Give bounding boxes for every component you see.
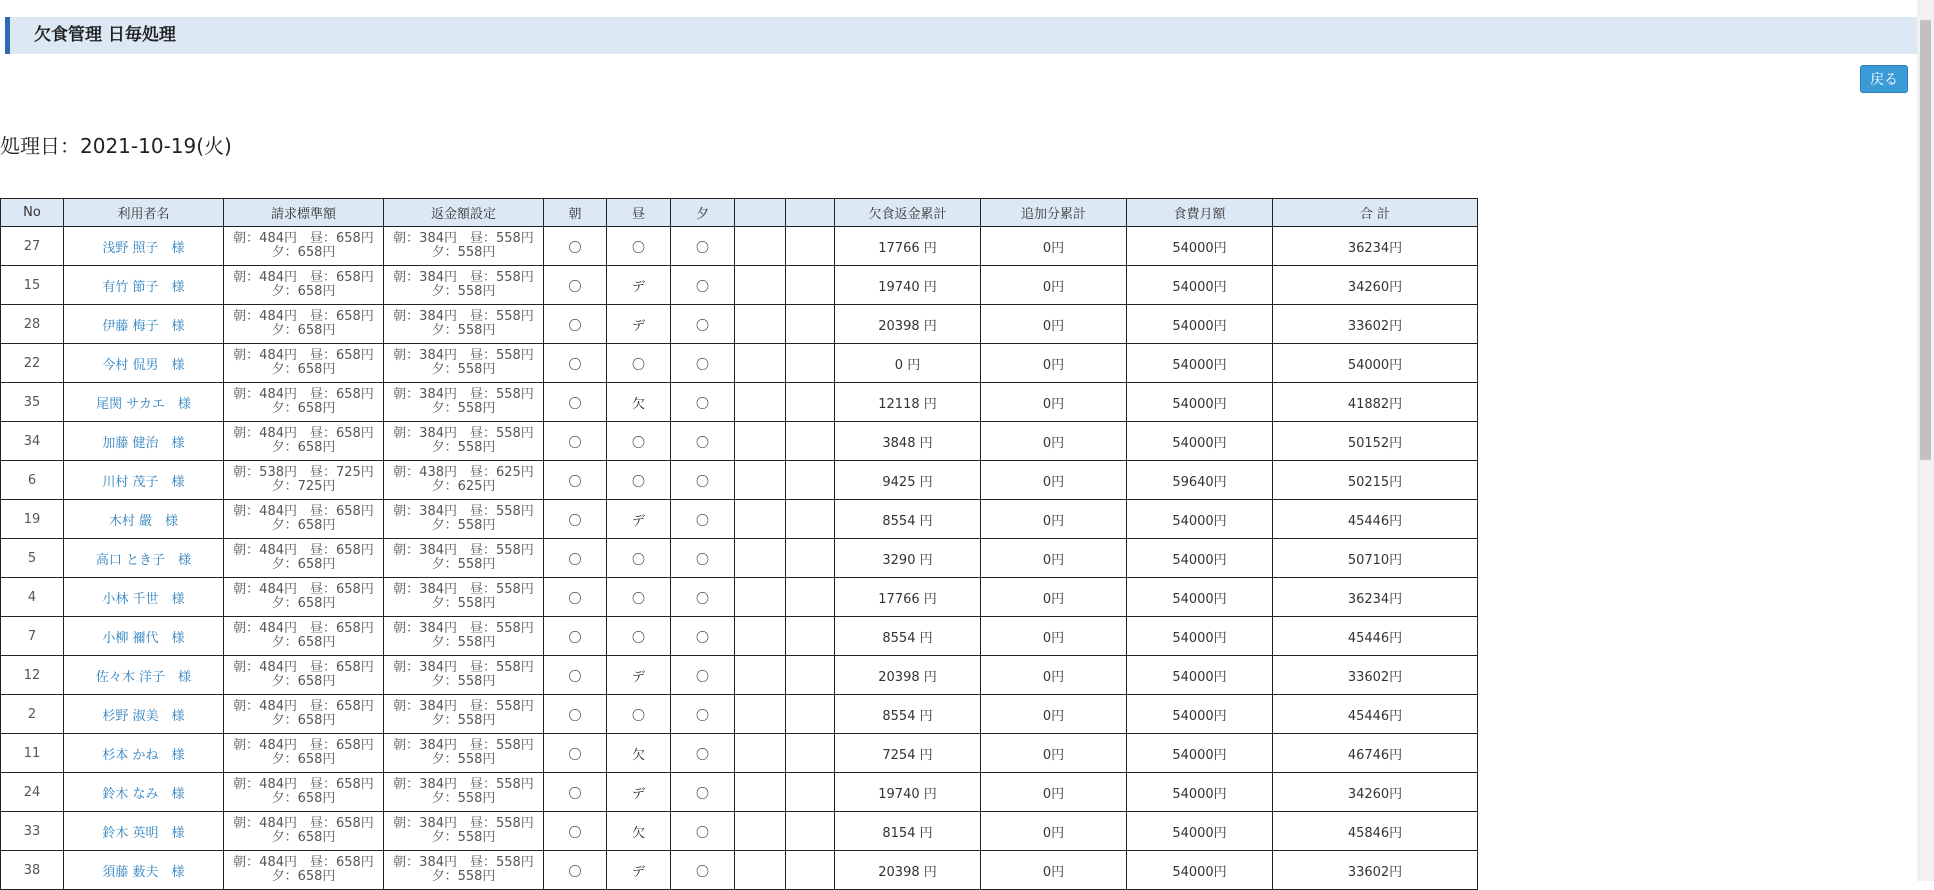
refund-setting: 朝：384円 昼：558円 夕：558円 <box>384 734 544 773</box>
monthly-food: 54000円 <box>1127 578 1273 617</box>
breakfast-status[interactable]: 〇 <box>544 695 607 734</box>
monthly-food: 59640円 <box>1127 461 1273 500</box>
blank-cell <box>735 305 786 344</box>
blank-cell <box>786 578 835 617</box>
grand-total: 45446円 <box>1273 617 1478 656</box>
blank-cell <box>786 539 835 578</box>
breakfast-status[interactable]: 〇 <box>544 539 607 578</box>
lunch-status[interactable]: 〇 <box>607 578 671 617</box>
lunch-status[interactable]: 〇 <box>607 461 671 500</box>
blank-cell <box>735 227 786 266</box>
blank-cell <box>786 305 835 344</box>
dinner-status[interactable]: 〇 <box>671 773 735 812</box>
user-name-link-text[interactable]: 木村 嚴 様 <box>108 513 179 529</box>
refund-setting: 朝：384円 昼：558円 夕：558円 <box>384 656 544 695</box>
page-title: 欠食管理 日毎処理 <box>34 25 176 45</box>
breakfast-status[interactable]: 〇 <box>544 305 607 344</box>
user-name-link-text[interactable]: 川村 茂子 様 <box>102 474 185 490</box>
monthly-food: 54000円 <box>1127 656 1273 695</box>
lunch-status[interactable]: デ <box>607 500 671 539</box>
user-name-link-text[interactable]: 小柳 禰代 様 <box>102 630 185 646</box>
table-row <box>1 383 1478 422</box>
meal-table <box>0 198 1478 890</box>
table-row <box>1 695 1478 734</box>
refund-total: 17766 円 <box>835 227 981 266</box>
user-name-link-text[interactable]: 有竹 節子 様 <box>102 279 185 295</box>
blank-cell <box>735 461 786 500</box>
blank-cell <box>786 500 835 539</box>
refund-total: 20398 円 <box>835 656 981 695</box>
row-no: 22 <box>1 344 64 383</box>
extra-total: 0円 <box>981 383 1127 422</box>
row-no: 7 <box>1 617 64 656</box>
grand-total: 45846円 <box>1273 812 1478 851</box>
grand-total: 50215円 <box>1273 461 1478 500</box>
blank-cell <box>786 851 835 890</box>
col-header-refund: 返金額設定 <box>384 199 544 227</box>
refund-setting: 朝：384円 昼：558円 夕：558円 <box>384 227 544 266</box>
blank-cell <box>786 773 835 812</box>
billing-standard: 朝：538円 昼：725円 夕：725円 <box>224 461 384 500</box>
refund-total: 20398 円 <box>835 305 981 344</box>
grand-total: 34260円 <box>1273 773 1478 812</box>
refund-total: 3848 円 <box>835 422 981 461</box>
refund-setting: 朝：384円 昼：558円 夕：558円 <box>384 500 544 539</box>
col-header-monthly-food: 食費月額 <box>1127 199 1273 227</box>
extra-total: 0円 <box>981 851 1127 890</box>
lunch-status[interactable]: デ <box>607 305 671 344</box>
user-name-link-text[interactable]: 杉野 淑美 様 <box>102 708 185 724</box>
breakfast-status[interactable]: 〇 <box>544 227 607 266</box>
billing-standard: 朝：484円 昼：658円 夕：658円 <box>224 266 384 305</box>
user-name-link[interactable] <box>64 734 224 773</box>
grand-total: 36234円 <box>1273 227 1478 266</box>
extra-total: 0円 <box>981 773 1127 812</box>
blank-cell <box>735 383 786 422</box>
billing-standard: 朝：484円 昼：658円 夕：658円 <box>224 773 384 812</box>
monthly-food: 54000円 <box>1127 383 1273 422</box>
lunch-status[interactable]: 欠 <box>607 734 671 773</box>
blank-cell <box>735 734 786 773</box>
row-no: 27 <box>1 227 64 266</box>
refund-setting: 朝：384円 昼：558円 夕：558円 <box>384 773 544 812</box>
refund-setting: 朝：384円 昼：558円 夕：558円 <box>384 695 544 734</box>
lunch-status[interactable]: 欠 <box>607 812 671 851</box>
monthly-food: 54000円 <box>1127 851 1273 890</box>
row-no: 4 <box>1 578 64 617</box>
blank-cell <box>786 383 835 422</box>
refund-setting: 朝：384円 昼：558円 夕：558円 <box>384 812 544 851</box>
billing-standard: 朝：484円 昼：658円 夕：658円 <box>224 383 384 422</box>
extra-total: 0円 <box>981 422 1127 461</box>
user-name-link[interactable] <box>64 266 224 305</box>
table-row <box>1 227 1478 266</box>
user-name-link-text[interactable]: 加藤 健治 様 <box>102 435 185 451</box>
table-row <box>1 734 1478 773</box>
row-no: 24 <box>1 773 64 812</box>
col-header-breakfast: 朝 <box>544 199 607 227</box>
monthly-food: 54000円 <box>1127 617 1273 656</box>
refund-total: 7254 円 <box>835 734 981 773</box>
extra-total: 0円 <box>981 500 1127 539</box>
col-header-no: No <box>1 199 64 227</box>
monthly-food: 54000円 <box>1127 422 1273 461</box>
col-header-refund-total: 欠食返金累計 <box>835 199 981 227</box>
processing-date: 処理日：2021-10-19(火) <box>0 134 232 158</box>
refund-setting: 朝：384円 昼：558円 夕：558円 <box>384 305 544 344</box>
table-row <box>1 461 1478 500</box>
extra-total: 0円 <box>981 461 1127 500</box>
monthly-food: 54000円 <box>1127 734 1273 773</box>
user-name-link-text[interactable]: 鈴木 なみ 様 <box>102 786 185 802</box>
refund-setting: 朝：384円 昼：558円 夕：558円 <box>384 344 544 383</box>
refund-total: 3290 円 <box>835 539 981 578</box>
billing-standard: 朝：484円 昼：658円 夕：658円 <box>224 539 384 578</box>
grand-total: 33602円 <box>1273 656 1478 695</box>
monthly-food: 54000円 <box>1127 227 1273 266</box>
col-header-total: 合 計 <box>1273 199 1478 227</box>
billing-standard: 朝：484円 昼：658円 夕：658円 <box>224 695 384 734</box>
extra-total: 0円 <box>981 656 1127 695</box>
blank-cell <box>786 227 835 266</box>
breakfast-status[interactable]: 〇 <box>544 422 607 461</box>
grand-total: 50710円 <box>1273 539 1478 578</box>
grand-total: 41882円 <box>1273 383 1478 422</box>
dinner-status[interactable]: 〇 <box>671 578 735 617</box>
row-no: 33 <box>1 812 64 851</box>
grand-total: 46746円 <box>1273 734 1478 773</box>
billing-standard: 朝：484円 昼：658円 夕：658円 <box>224 578 384 617</box>
user-name-link[interactable] <box>64 539 224 578</box>
row-no: 12 <box>1 656 64 695</box>
blank-cell <box>735 500 786 539</box>
extra-total: 0円 <box>981 734 1127 773</box>
col-header-blank-1 <box>735 199 786 227</box>
blank-cell <box>786 617 835 656</box>
row-no: 2 <box>1 695 64 734</box>
refund-setting: 朝：384円 昼：558円 夕：558円 <box>384 539 544 578</box>
extra-total: 0円 <box>981 227 1127 266</box>
refund-total: 8154 円 <box>835 812 981 851</box>
user-name-link-text[interactable]: 鈴木 英明 様 <box>102 825 185 841</box>
table-row <box>1 500 1478 539</box>
dinner-status[interactable]: 〇 <box>671 539 735 578</box>
blank-cell <box>786 812 835 851</box>
billing-standard: 朝：484円 昼：658円 夕：658円 <box>224 344 384 383</box>
table-row <box>1 617 1478 656</box>
col-header-name: 利用者名 <box>64 199 224 227</box>
breakfast-status[interactable]: 〇 <box>544 266 607 305</box>
lunch-status[interactable]: 〇 <box>607 695 671 734</box>
grand-total: 50152円 <box>1273 422 1478 461</box>
user-name-link[interactable] <box>64 656 224 695</box>
col-header-dinner: 夕 <box>671 199 735 227</box>
col-header-lunch: 昼 <box>607 199 671 227</box>
blank-cell <box>786 422 835 461</box>
extra-total: 0円 <box>981 695 1127 734</box>
monthly-food: 54000円 <box>1127 344 1273 383</box>
monthly-food: 54000円 <box>1127 500 1273 539</box>
breakfast-status[interactable]: 〇 <box>544 734 607 773</box>
blank-cell <box>786 266 835 305</box>
user-name-link[interactable] <box>64 578 224 617</box>
dinner-status[interactable]: 〇 <box>671 617 735 656</box>
refund-setting: 朝：384円 昼：558円 夕：558円 <box>384 851 544 890</box>
col-header-billing: 請求標準額 <box>224 199 384 227</box>
blank-cell <box>786 656 835 695</box>
user-name-link[interactable] <box>64 383 224 422</box>
refund-setting: 朝：384円 昼：558円 夕：558円 <box>384 617 544 656</box>
user-name-link-text[interactable]: 伊藤 梅子 様 <box>102 318 185 334</box>
table-row <box>1 344 1478 383</box>
table-row <box>1 539 1478 578</box>
refund-setting: 朝：384円 昼：558円 夕：558円 <box>384 578 544 617</box>
user-name-link[interactable] <box>64 500 224 539</box>
blank-cell <box>786 695 835 734</box>
blank-cell <box>735 851 786 890</box>
dinner-status[interactable]: 〇 <box>671 461 735 500</box>
refund-total: 17766 円 <box>835 578 981 617</box>
monthly-food: 54000円 <box>1127 773 1273 812</box>
breakfast-status[interactable]: 〇 <box>544 461 607 500</box>
breakfast-status[interactable]: 〇 <box>544 500 607 539</box>
user-name-link[interactable] <box>64 422 224 461</box>
extra-total: 0円 <box>981 812 1127 851</box>
table-row <box>1 578 1478 617</box>
user-name-link[interactable] <box>64 812 224 851</box>
dinner-status[interactable]: 〇 <box>671 383 735 422</box>
breakfast-status[interactable]: 〇 <box>544 578 607 617</box>
user-name-link-text[interactable]: 浅野 照子 様 <box>102 240 185 256</box>
blank-cell <box>786 344 835 383</box>
billing-standard: 朝：484円 昼：658円 夕：658円 <box>224 305 384 344</box>
extra-total: 0円 <box>981 617 1127 656</box>
refund-setting: 朝：384円 昼：558円 夕：558円 <box>384 422 544 461</box>
row-no: 15 <box>1 266 64 305</box>
dinner-status[interactable]: 〇 <box>671 344 735 383</box>
table-row <box>1 773 1478 812</box>
breakfast-status[interactable]: 〇 <box>544 383 607 422</box>
user-name-link-text[interactable]: 小林 千世 様 <box>102 591 185 607</box>
user-name-link[interactable] <box>64 617 224 656</box>
grand-total: 36234円 <box>1273 578 1478 617</box>
refund-total: 8554 円 <box>835 500 981 539</box>
dinner-status[interactable]: 〇 <box>671 851 735 890</box>
grand-total: 34260円 <box>1273 266 1478 305</box>
blank-cell <box>786 734 835 773</box>
breakfast-status[interactable]: 〇 <box>544 656 607 695</box>
monthly-food: 54000円 <box>1127 812 1273 851</box>
row-no: 28 <box>1 305 64 344</box>
refund-total: 9425 円 <box>835 461 981 500</box>
billing-standard: 朝：484円 昼：658円 夕：658円 <box>224 617 384 656</box>
refund-total: 20398 円 <box>835 851 981 890</box>
blank-cell <box>735 695 786 734</box>
billing-standard: 朝：484円 昼：658円 夕：658円 <box>224 812 384 851</box>
refund-setting: 朝：384円 昼：558円 夕：558円 <box>384 383 544 422</box>
blank-cell <box>735 344 786 383</box>
user-name-link[interactable] <box>64 461 224 500</box>
user-name-link[interactable] <box>64 305 224 344</box>
breakfast-status[interactable]: 〇 <box>544 344 607 383</box>
monthly-food: 54000円 <box>1127 539 1273 578</box>
refund-setting: 朝：384円 昼：558円 夕：558円 <box>384 266 544 305</box>
scrollbar-thumb[interactable] <box>1920 20 1931 460</box>
back-button[interactable]: 戻る <box>1860 65 1908 93</box>
table-row <box>1 851 1478 890</box>
extra-total: 0円 <box>981 539 1127 578</box>
user-name-link-text[interactable]: 今村 侃男 様 <box>102 357 185 373</box>
dinner-status[interactable]: 〇 <box>671 695 735 734</box>
user-name-link-text[interactable]: 須藤 薮夫 様 <box>102 864 185 880</box>
billing-standard: 朝：484円 昼：658円 夕：658円 <box>224 227 384 266</box>
blank-cell <box>735 539 786 578</box>
blank-cell <box>735 773 786 812</box>
billing-standard: 朝：484円 昼：658円 夕：658円 <box>224 656 384 695</box>
table-row <box>1 305 1478 344</box>
table-row <box>1 266 1478 305</box>
refund-total: 19740 円 <box>835 266 981 305</box>
grand-total: 33602円 <box>1273 851 1478 890</box>
user-name-link[interactable] <box>64 344 224 383</box>
dinner-status[interactable]: 〇 <box>671 227 735 266</box>
blank-cell <box>786 461 835 500</box>
lunch-status[interactable]: デ <box>607 851 671 890</box>
refund-total: 8554 円 <box>835 695 981 734</box>
blank-cell <box>735 266 786 305</box>
blank-cell <box>735 578 786 617</box>
grand-total: 54000円 <box>1273 344 1478 383</box>
user-name-link[interactable] <box>64 773 224 812</box>
lunch-status[interactable]: 〇 <box>607 344 671 383</box>
table-row <box>1 656 1478 695</box>
lunch-status[interactable]: 〇 <box>607 539 671 578</box>
row-no: 38 <box>1 851 64 890</box>
grand-total: 45446円 <box>1273 500 1478 539</box>
lunch-status[interactable]: 〇 <box>607 422 671 461</box>
vertical-scrollbar[interactable] <box>1917 0 1934 881</box>
blank-cell <box>735 422 786 461</box>
user-name-link[interactable] <box>64 227 224 266</box>
row-no: 35 <box>1 383 64 422</box>
dinner-status[interactable]: 〇 <box>671 500 735 539</box>
dinner-status[interactable]: 〇 <box>671 305 735 344</box>
table-header-row <box>1 199 1478 227</box>
lunch-status[interactable]: デ <box>607 656 671 695</box>
table-row <box>1 812 1478 851</box>
user-name-link-text[interactable]: 佐々木 洋子 様 <box>95 669 192 685</box>
dinner-status[interactable]: 〇 <box>671 656 735 695</box>
extra-total: 0円 <box>981 305 1127 344</box>
row-no: 6 <box>1 461 64 500</box>
refund-total: 19740 円 <box>835 773 981 812</box>
user-name-link-text[interactable]: 高口 とき子 様 <box>95 552 192 568</box>
lunch-status[interactable]: デ <box>607 773 671 812</box>
lunch-status[interactable]: 欠 <box>607 383 671 422</box>
breakfast-status[interactable]: 〇 <box>544 773 607 812</box>
user-name-link-text[interactable]: 杉本 かね 様 <box>102 747 185 763</box>
blank-cell <box>735 617 786 656</box>
user-name-link[interactable] <box>64 851 224 890</box>
user-name-link-text[interactable]: 尾関 サカエ 様 <box>96 396 191 412</box>
grand-total: 45446円 <box>1273 695 1478 734</box>
row-no: 19 <box>1 500 64 539</box>
extra-total: 0円 <box>981 344 1127 383</box>
lunch-status[interactable]: 〇 <box>607 227 671 266</box>
monthly-food: 54000円 <box>1127 695 1273 734</box>
monthly-food: 54000円 <box>1127 266 1273 305</box>
page-header <box>5 17 1917 54</box>
extra-total: 0円 <box>981 578 1127 617</box>
refund-total: 8554 円 <box>835 617 981 656</box>
lunch-status[interactable]: 〇 <box>607 617 671 656</box>
row-no: 34 <box>1 422 64 461</box>
dinner-status[interactable]: 〇 <box>671 422 735 461</box>
row-no: 11 <box>1 734 64 773</box>
billing-standard: 朝：484円 昼：658円 夕：658円 <box>224 734 384 773</box>
breakfast-status[interactable]: 〇 <box>544 617 607 656</box>
dinner-status[interactable]: 〇 <box>671 734 735 773</box>
breakfast-status[interactable]: 〇 <box>544 812 607 851</box>
col-header-extra-total: 追加分累計 <box>981 199 1127 227</box>
billing-standard: 朝：484円 昼：658円 夕：658円 <box>224 422 384 461</box>
breakfast-status[interactable]: 〇 <box>544 851 607 890</box>
dinner-status[interactable]: 〇 <box>671 266 735 305</box>
blank-cell <box>735 812 786 851</box>
refund-total: 12118 円 <box>835 383 981 422</box>
extra-total: 0円 <box>981 266 1127 305</box>
blank-cell <box>735 656 786 695</box>
dinner-status[interactable]: 〇 <box>671 812 735 851</box>
lunch-status[interactable]: デ <box>607 266 671 305</box>
refund-total: 0 円 <box>835 344 981 383</box>
user-name-link[interactable] <box>64 695 224 734</box>
refund-setting: 朝：438円 昼：625円 夕：625円 <box>384 461 544 500</box>
col-header-blank-2 <box>786 199 835 227</box>
row-no: 5 <box>1 539 64 578</box>
monthly-food: 54000円 <box>1127 305 1273 344</box>
billing-standard: 朝：484円 昼：658円 夕：658円 <box>224 500 384 539</box>
grand-total: 33602円 <box>1273 305 1478 344</box>
table-row <box>1 422 1478 461</box>
billing-standard: 朝：484円 昼：658円 夕：658円 <box>224 851 384 890</box>
